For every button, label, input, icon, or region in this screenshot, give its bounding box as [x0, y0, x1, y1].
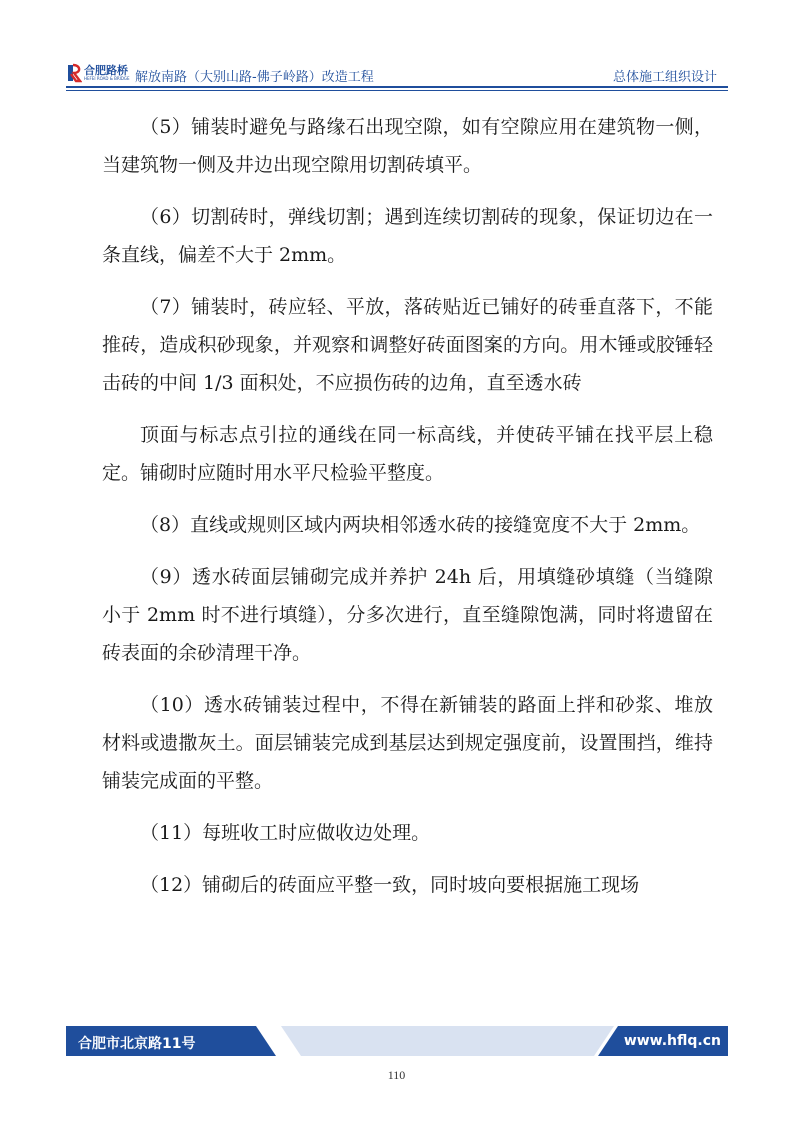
header-divider: [66, 86, 728, 88]
paragraph-item-10: （10）透水砖铺装过程中，不得在新铺装的路面上拌和砂浆、堆放材料或遗撒灰土。面层铺装完成到基层达到规定强度前，设置围挡，维持铺装完成面的平整。: [102, 694, 713, 792]
paragraph-continuation: 顶面与标志点引拉的通线在同一标高线，并使砖平铺在找平层上稳定。铺砌时应随时用水平尺检验平整度。: [102, 424, 713, 484]
document-body: [102, 108, 713, 918]
header-divider-thin: [66, 90, 728, 91]
paragraph-item-12: （12）铺砌后的砖面应平整一致，同时坡向要根据施工现场: [140, 874, 640, 896]
page-header: [0, 0, 793, 100]
paragraph-item-11: （11）每班收工时应做收边处理。: [140, 822, 431, 844]
paragraph-item-8: （8）直线或规则区域内两块相邻透水砖的接缝宽度不大于 2mm。: [140, 514, 701, 536]
paragraph-item-7: （7）铺装时，砖应轻、平放，落砖贴近已铺好的砖垂直落下，不能推砖，造成积砂现象，并观察和调整好砖面图案的方向。用木锤或胶锤轻击砖的中间 1/3 面积处，不应损伤砖的边角，直至透水砖: [102, 296, 713, 394]
logo-mark-icon: [66, 63, 82, 83]
logo-english-text: HEFEI ROAD & BRIDGE: [84, 76, 130, 81]
page-number: 110: [387, 1068, 406, 1082]
page-footer: [0, 1024, 793, 1122]
paragraph-item-5: （5）铺装时避免与路缘石出现空隙，如有空隙应用在建筑物一侧，当建筑物一侧及井边出现空隙用切割砖填平。: [102, 116, 713, 176]
footer-website-link[interactable]: www.hflq.cn: [623, 1033, 721, 1049]
footer-address: 合肥市北京路11号: [78, 1036, 196, 1052]
paragraph-item-6: （6）切割砖时，弹线切割；遇到连续切割砖的现象，保证切边在一条直线，偏差不大于 2mm。: [102, 206, 713, 266]
paragraph-item-9: （9）透水砖面层铺砌完成并养护 24h 后，用填缝砂填缝（当缝隙小于 2mm 时不进行填缝），分多次进行，直至缝隙饱满，同时将遗留在砖表面的余砂清理干净。: [102, 566, 713, 664]
company-logo: [66, 63, 130, 83]
project-title: 解放南路（大别山路-佛子岭路）改造工程: [135, 70, 374, 85]
logo-chinese-text: 合肥路桥: [84, 64, 128, 77]
section-title: 总体施工组织设计: [612, 70, 717, 85]
